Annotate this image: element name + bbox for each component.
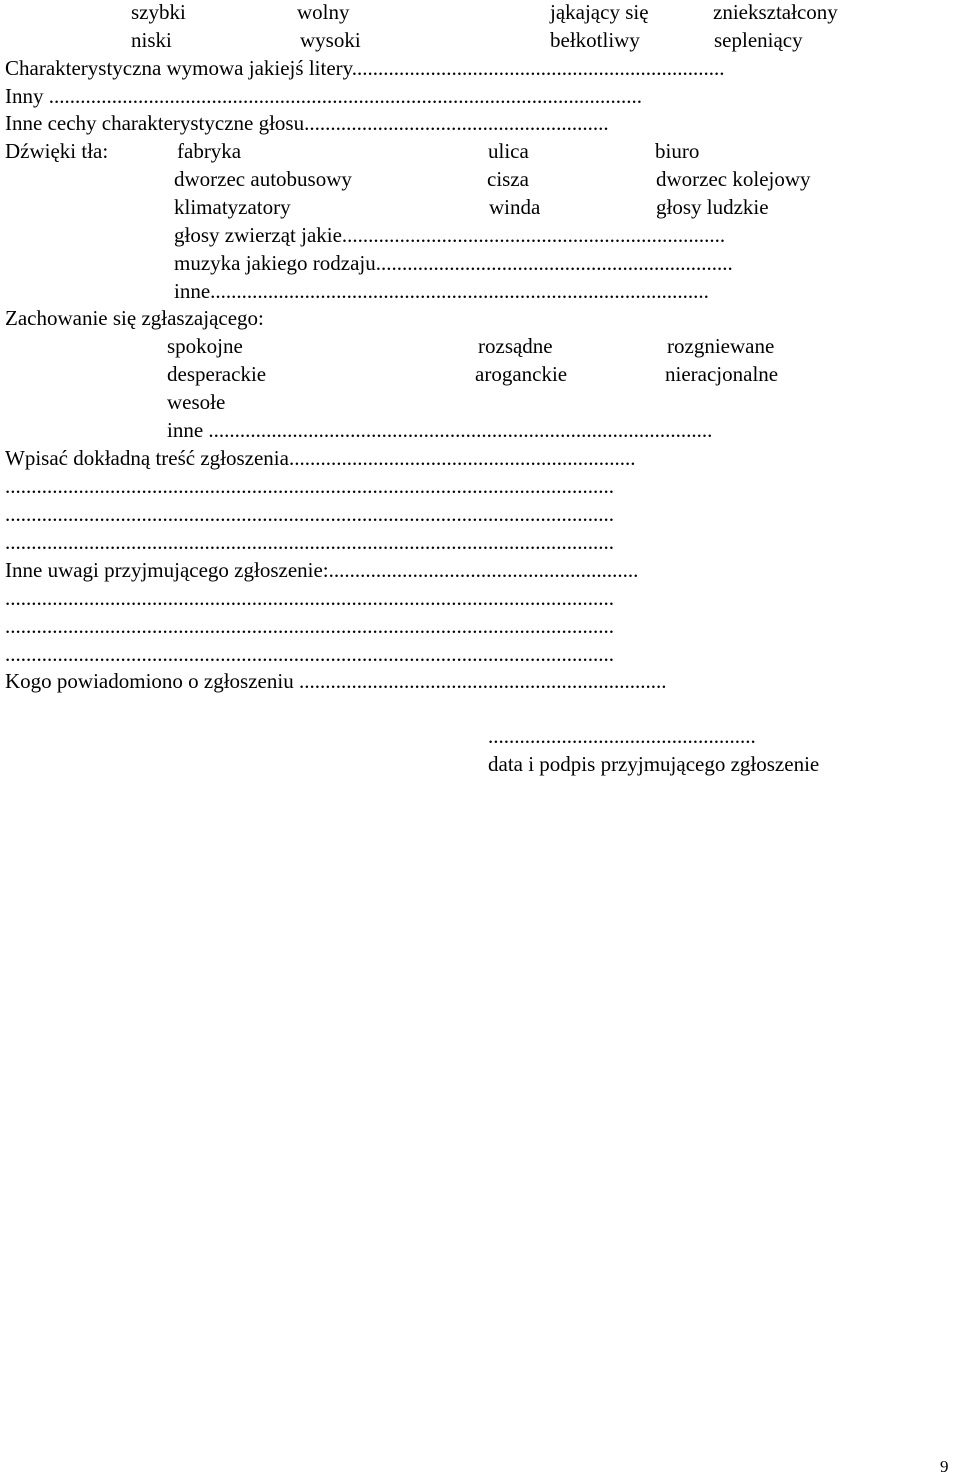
voice-traits-field: Inne cechy charakterystyczne głosu.......................................................... xyxy=(5,111,609,135)
caller-behavior-label: Zachowanie się zgłaszającego: xyxy=(5,306,264,330)
option-air-conditioners: klimatyzatory xyxy=(174,195,291,219)
remarks-label: Inne uwagi przyjmującego zgłoszenie:........................................................... xyxy=(5,558,639,582)
report-content-line: .................................................................................................................... xyxy=(5,530,614,554)
animal-voices-field: głosy zwierząt jakie......................................................................... xyxy=(174,223,726,247)
option-slurred: bełkotliwy xyxy=(550,28,640,52)
page-number: 9 xyxy=(940,1457,949,1476)
background-other-field: inne............................................................................................... xyxy=(174,279,709,303)
signature-line: ................................................... xyxy=(488,724,756,748)
option-street: ulica xyxy=(488,139,529,163)
option-human-voices: głosy ludzkie xyxy=(656,195,769,219)
option-distorted: zniekształcony xyxy=(713,0,838,24)
option-bus-station: dworzec autobusowy xyxy=(174,167,352,191)
option-fast: szybki xyxy=(131,0,186,24)
option-desperate: desperackie xyxy=(167,362,267,386)
option-silence: cisza xyxy=(487,167,529,191)
option-arrogant: aroganckie xyxy=(475,362,568,386)
option-calm: spokojne xyxy=(167,334,243,358)
remarks-line: .................................................................................................................... xyxy=(5,642,614,666)
other-speech-field: Inny ................................................................................................................. xyxy=(5,84,642,108)
option-reasonable: rozsądne xyxy=(478,334,553,358)
option-stuttering: jąkający się xyxy=(550,0,649,24)
report-content-line: .................................................................................................................... xyxy=(5,474,614,498)
option-high: wysoki xyxy=(300,28,361,52)
option-lisping: sepleniący xyxy=(714,28,803,52)
report-content-label: Wpisać dokładną treść zgłoszenia.................................................................. xyxy=(5,446,636,470)
signature-label: data i podpis przyjmującego zgłoszenie xyxy=(488,752,820,776)
option-angry: rozgniewane xyxy=(667,334,775,358)
option-elevator: winda xyxy=(489,195,541,219)
background-sounds-label: Dźwięki tła: xyxy=(5,139,109,163)
option-irrational: nieracjonalne xyxy=(665,362,779,386)
option-office: biuro xyxy=(655,139,700,163)
option-cheerful: wesołe xyxy=(167,390,226,414)
remarks-line: .................................................................................................................... xyxy=(5,586,614,610)
behavior-other-field: inne ................................................................................................ xyxy=(167,418,713,442)
option-low: niski xyxy=(131,28,172,52)
option-factory: fabryka xyxy=(177,139,242,163)
option-slow: wolny xyxy=(297,0,350,24)
notified-field: Kogo powiadomiono o zgłoszeniu ...................................................................... xyxy=(5,669,667,693)
option-train-station: dworzec kolejowy xyxy=(656,167,811,191)
letter-pronunciation-field: Charakterystyczna wymowa jakiejś litery....................................................................... xyxy=(5,56,725,80)
report-content-line: .................................................................................................................... xyxy=(5,502,614,526)
music-type-field: muzyka jakiego rodzaju.................................................................... xyxy=(174,251,733,275)
remarks-line: .................................................................................................................... xyxy=(5,614,614,638)
